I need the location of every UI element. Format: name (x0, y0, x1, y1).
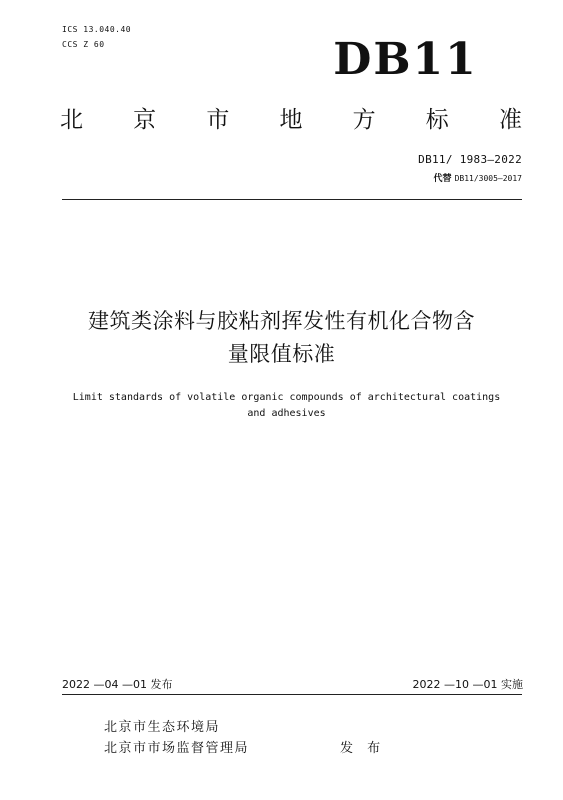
standard-number: DB11/ 1983—2022 (418, 153, 522, 166)
standard-type-char: 北 (60, 107, 83, 133)
top-divider (62, 199, 522, 200)
standard-type-char: 市 (206, 107, 230, 133)
chinese-title (40, 305, 523, 371)
db11-logo: DB11 (333, 34, 478, 85)
issuer-ecology-bureau: 北京市生态环境局 (104, 720, 221, 735)
ccs-code: CCS Z 60 (62, 40, 105, 49)
standard-type-char: 京 (133, 107, 157, 133)
bottom-divider (62, 694, 522, 695)
standard-type-char: 准 (498, 107, 522, 133)
chinese-title-line-2: 量限值标准 (227, 342, 336, 366)
standard-type-char: 地 (279, 107, 303, 133)
issue-label: 发 布 (340, 741, 386, 756)
implementation-date: 2022 —10 —01 实施 (412, 678, 523, 691)
replaces-label: 代替 (433, 174, 452, 184)
chinese-title-line-1: 建筑类涂料与胶粘剂挥发性有机化合物含 (88, 309, 475, 333)
ics-code: ICS 13.040.40 (62, 25, 132, 34)
english-title (50, 390, 523, 422)
replaces-line (434, 171, 522, 184)
issuer-market-bureau: 北京市市场监督管理局 (104, 741, 250, 756)
english-title-line-2: and adhesives (247, 408, 326, 419)
english-title-line-1: Limit standards of volatile organic compounds of architectural coatings (72, 392, 501, 403)
replaces-number: DB11/3005—2017 (454, 174, 522, 183)
publish-date: 2022 —04 —01 发布 (62, 678, 173, 691)
standard-type-char: 标 (425, 107, 449, 133)
standard-type-title (60, 106, 522, 134)
standard-type-char: 方 (352, 107, 376, 133)
